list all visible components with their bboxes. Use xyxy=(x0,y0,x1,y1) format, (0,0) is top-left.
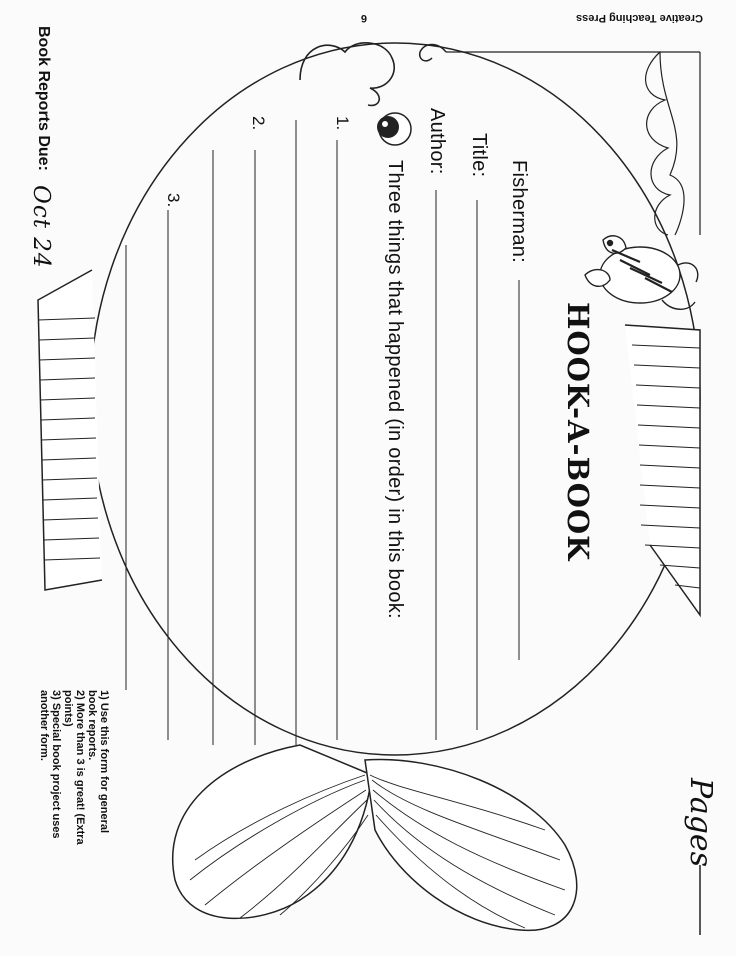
answer-lines xyxy=(126,120,519,745)
due-value: Oct 24 xyxy=(28,185,54,269)
note-2: 2) More than 3 is great! (Extra points) xyxy=(62,690,86,845)
fish-mouth xyxy=(300,43,394,106)
tail-left-lobe xyxy=(173,745,372,918)
note-1: 1) Use this form for general book reports. xyxy=(86,690,110,834)
notes xyxy=(38,690,110,860)
due-label: Book Reports Due: xyxy=(35,26,52,171)
worksheet-title: HOOK-A-BOOK xyxy=(561,302,595,562)
prompt-text: Three things that happened (in order) in this book: xyxy=(384,160,406,619)
item-number-1: 1. xyxy=(333,116,352,131)
item-number-3: 3. xyxy=(164,193,183,208)
author-label: Author: xyxy=(426,108,448,175)
fisherman-label: Fisherman: xyxy=(508,160,530,264)
publisher-name: Creative Teaching Press xyxy=(576,12,703,24)
fish-eye-icon xyxy=(377,113,411,145)
water-waves xyxy=(646,52,670,235)
item-number-2: 2. xyxy=(249,116,268,131)
pages-label: Pages xyxy=(683,778,718,868)
title-label: Title: xyxy=(468,133,490,178)
note-3: 3) Special book project uses another form. xyxy=(38,690,62,839)
page-number: 6 xyxy=(360,12,367,24)
